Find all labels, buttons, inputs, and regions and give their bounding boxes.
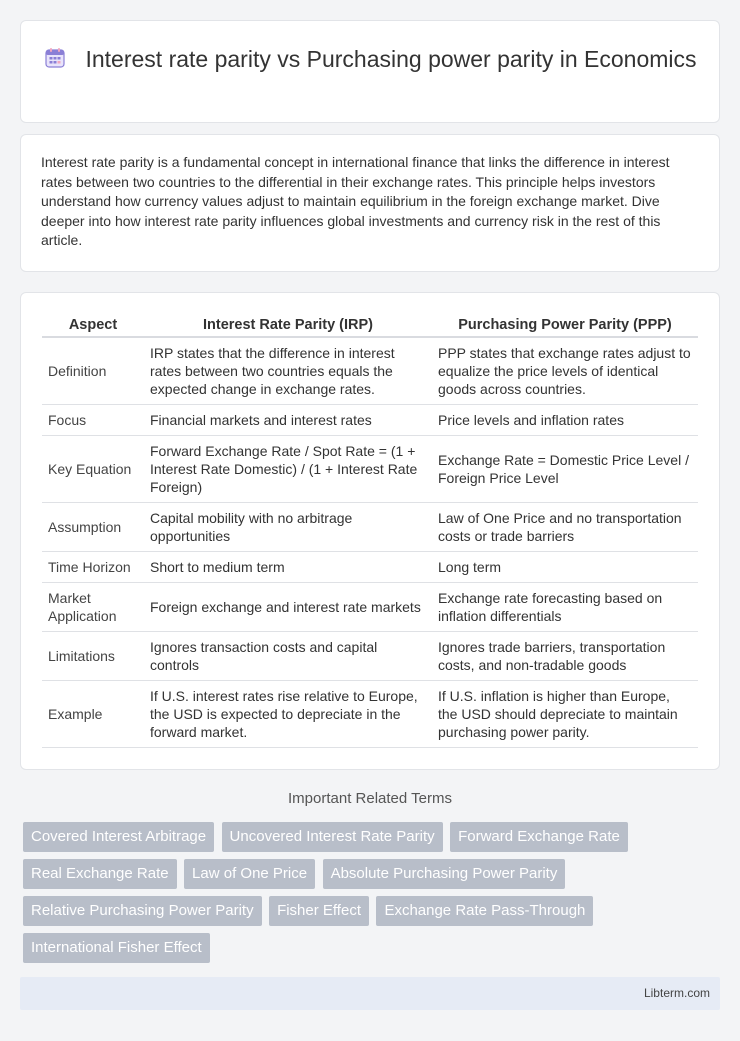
intro-card	[20, 134, 720, 272]
related-terms-list	[23, 822, 723, 970]
table-row	[42, 681, 698, 748]
related-terms-heading: Important Related Terms	[288, 790, 452, 807]
page-title	[21, 45, 719, 74]
row-aspect: Market Application	[42, 583, 144, 632]
row-aspect: Limitations	[42, 632, 144, 681]
row-irp: Ignores transaction costs and capital controls	[144, 632, 432, 681]
row-aspect: Example	[42, 681, 144, 748]
table-row	[42, 405, 698, 436]
intro-text: Interest rate parity is a fundamental concept in international finance that links the difference in interest rates between two countries to the differential in their exchange rates. This principle helps investors understand how currency values adjust to maintain equilibrium in the foreign exchange market. Dive deeper into how interest rate parity influences global investments and currency risk in the rest of this article.	[41, 154, 670, 249]
table-row	[42, 503, 698, 552]
table-row	[42, 552, 698, 583]
row-ppp: Exchange Rate = Domestic Price Level / Foreign Price Level	[432, 436, 698, 503]
table-row	[42, 338, 698, 405]
row-aspect: Focus	[42, 405, 144, 436]
comparison-table-card	[20, 292, 720, 770]
row-aspect: Assumption	[42, 503, 144, 552]
related-term-tag[interactable]: Relative Purchasing Power Parity	[23, 896, 262, 926]
related-term-tag[interactable]: Exchange Rate Pass-Through	[376, 896, 593, 926]
table-header-row	[42, 313, 698, 338]
row-ppp: If U.S. inflation is higher than Europe, the USD should depreciate to maintain purchasing power parity.	[432, 681, 698, 748]
page-title-text: Interest rate parity vs Purchasing power parity in Economics	[85, 46, 697, 72]
row-ppp: PPP states that exchange rates adjust to equalize the price levels of identical goods across countries.	[432, 338, 698, 405]
row-aspect: Definition	[42, 338, 144, 405]
comparison-table	[42, 313, 698, 748]
table-row	[42, 632, 698, 681]
related-term-tag[interactable]: Covered Interest Arbitrage	[23, 822, 214, 852]
related-term-tag[interactable]: Fisher Effect	[269, 896, 369, 926]
footer-site-link[interactable]: Libterm.com	[643, 986, 710, 1000]
row-irp: Capital mobility with no arbitrage opportunities	[144, 503, 432, 552]
row-ppp: Ignores trade barriers, transportation costs, and non-tradable goods	[432, 632, 698, 681]
related-term-tag[interactable]: Uncovered Interest Rate Parity	[222, 822, 443, 852]
row-irp: Forward Exchange Rate / Spot Rate = (1 + Interest Rate Domestic) / (1 + Interest Rate Foreign)	[144, 436, 432, 503]
table-row	[42, 436, 698, 503]
calendar-icon	[43, 46, 67, 70]
row-irp: IRP states that the difference in interest rates between two countries equals the expected change in exchange rates.	[144, 338, 432, 405]
row-ppp: Price levels and inflation rates	[432, 405, 698, 436]
related-term-tag[interactable]: Law of One Price	[184, 859, 315, 889]
header-ppp: Purchasing Power Parity (PPP)	[432, 313, 698, 338]
title-card	[20, 20, 720, 123]
row-ppp: Law of One Price and no transportation costs or trade barriers	[432, 503, 698, 552]
row-irp: If U.S. interest rates rise relative to Europe, the USD is expected to depreciate in the forward market.	[144, 681, 432, 748]
row-irp: Foreign exchange and interest rate markets	[144, 583, 432, 632]
row-aspect: Time Horizon	[42, 552, 144, 583]
row-ppp: Long term	[432, 552, 698, 583]
header-aspect: Aspect	[42, 313, 144, 338]
related-term-tag[interactable]: Forward Exchange Rate	[450, 822, 628, 852]
row-irp: Short to medium term	[144, 552, 432, 583]
header-irp: Interest Rate Parity (IRP)	[144, 313, 432, 338]
table-row	[42, 583, 698, 632]
related-term-tag[interactable]: Absolute Purchasing Power Parity	[323, 859, 566, 889]
related-term-tag[interactable]: International Fisher Effect	[23, 933, 210, 963]
row-ppp: Exchange rate forecasting based on inflation differentials	[432, 583, 698, 632]
footer	[20, 977, 720, 1010]
row-irp: Financial markets and interest rates	[144, 405, 432, 436]
related-term-tag[interactable]: Real Exchange Rate	[23, 859, 177, 889]
row-aspect: Key Equation	[42, 436, 144, 503]
